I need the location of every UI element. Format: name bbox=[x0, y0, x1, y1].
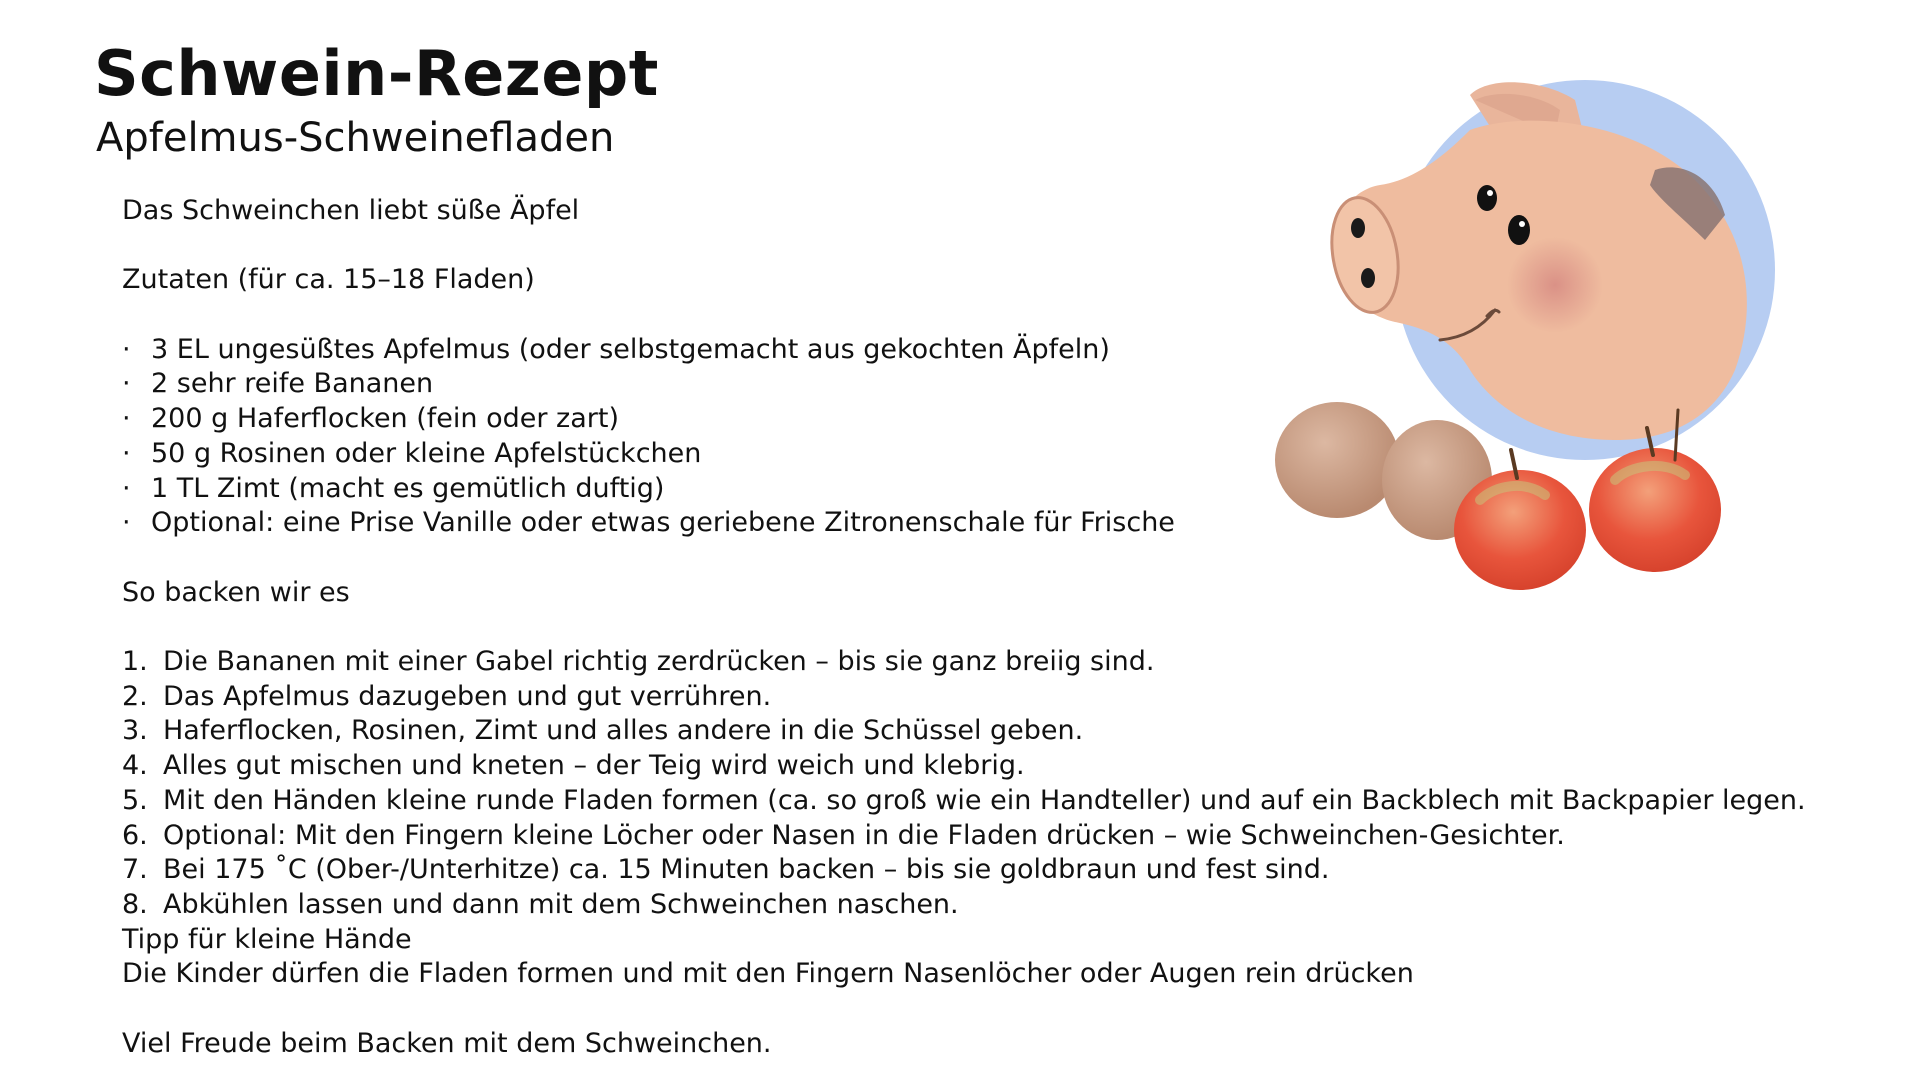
ingredient-item: · Optional: eine Prise Vanille oder etwas geriebene Zitronenschale für Frische bbox=[122, 506, 1912, 541]
ingredients-heading: Zutaten (für ca. 15–18 Fladen) bbox=[122, 264, 535, 296]
intro-text: Das Schweinchen liebt süße Äpfel bbox=[122, 195, 580, 226]
step-number: 3. bbox=[122, 715, 148, 747]
step-text: Alles gut mischen und kneten – der Teig wird weich und klebrig. bbox=[163, 750, 1025, 782]
step-text: Abkühlen lassen und dann mit dem Schweinchen naschen. bbox=[163, 888, 959, 920]
bullet-icon: · bbox=[122, 403, 131, 435]
ingredient-item: · 3 EL ungesüßtes Apfelmus (oder selbstgemacht aus gekochten Äpfeln) bbox=[122, 333, 1912, 368]
closing-text: Viel Freude beim Backen mit dem Schweinchen. bbox=[122, 1027, 772, 1059]
step-item bbox=[122, 714, 1912, 749]
pig-illustration bbox=[1255, 40, 1875, 620]
step-item bbox=[122, 645, 1912, 680]
step-number: 8. bbox=[122, 888, 148, 920]
step-number: 7. bbox=[122, 854, 148, 886]
step-item bbox=[122, 819, 1912, 854]
tip-heading: Tipp für kleine Hände bbox=[122, 923, 412, 955]
step-item bbox=[122, 853, 1912, 888]
step-item bbox=[122, 749, 1912, 784]
tip-text: Die Kinder dürfen die Fladen formen und mit den Fingern Nasenlöcher oder Augen rein drücken bbox=[122, 958, 1414, 990]
bullet-icon: · bbox=[122, 472, 131, 504]
step-number: 5. bbox=[122, 784, 148, 816]
recipe-subtitle: Apfelmus-Schweinefladen bbox=[96, 115, 615, 161]
step-text: Die Bananen mit einer Gabel richtig zerdrücken – bis sie ganz breiig sind. bbox=[163, 646, 1155, 678]
step-item bbox=[122, 680, 1912, 715]
page-title: Schwein-Rezept bbox=[94, 37, 659, 110]
step-item bbox=[122, 888, 1912, 923]
ingredient-item: · 1 TL Zimt (macht es gemütlich duftig) bbox=[122, 472, 1912, 507]
bullet-icon: · bbox=[122, 333, 131, 365]
step-text: Optional: Mit den Fingern kleine Löcher oder Nasen in die Fladen drücken – wie Schweinchen-Gesichter. bbox=[163, 819, 1565, 851]
ingredient-item: · 50 g Rosinen oder kleine Apfelstückchen bbox=[122, 437, 1912, 472]
step-number: 4. bbox=[122, 750, 148, 782]
steps-heading: So backen wir es bbox=[122, 576, 350, 608]
step-item bbox=[122, 784, 1912, 819]
ingredient-item: · 200 g Haferflocken (fein oder zart) bbox=[122, 402, 1912, 437]
bullet-icon: · bbox=[122, 368, 131, 400]
step-text: Das Apfelmus dazugeben und gut verrühren. bbox=[163, 680, 772, 712]
step-number: 6. bbox=[122, 819, 148, 851]
steps-list bbox=[122, 645, 1912, 923]
step-text: Haferflocken, Rosinen, Zimt und alles andere in die Schüssel geben. bbox=[163, 715, 1084, 747]
ingredient-item: · 2 sehr reife Bananen bbox=[122, 367, 1912, 402]
step-number: 1. bbox=[122, 646, 148, 678]
step-number: 2. bbox=[122, 680, 148, 712]
bullet-icon: · bbox=[122, 507, 131, 539]
bullet-icon: · bbox=[122, 437, 131, 469]
step-text: Mit den Händen kleine runde Fladen formen (ca. so groß wie ein Handteller) und auf ein Backblech mit Backpapier legen. bbox=[163, 784, 1806, 816]
step-text: Bei 175 ˚C (Ober-/Unterhitze) ca. 15 Minuten backen – bis sie goldbraun und fest sind. bbox=[163, 854, 1330, 886]
